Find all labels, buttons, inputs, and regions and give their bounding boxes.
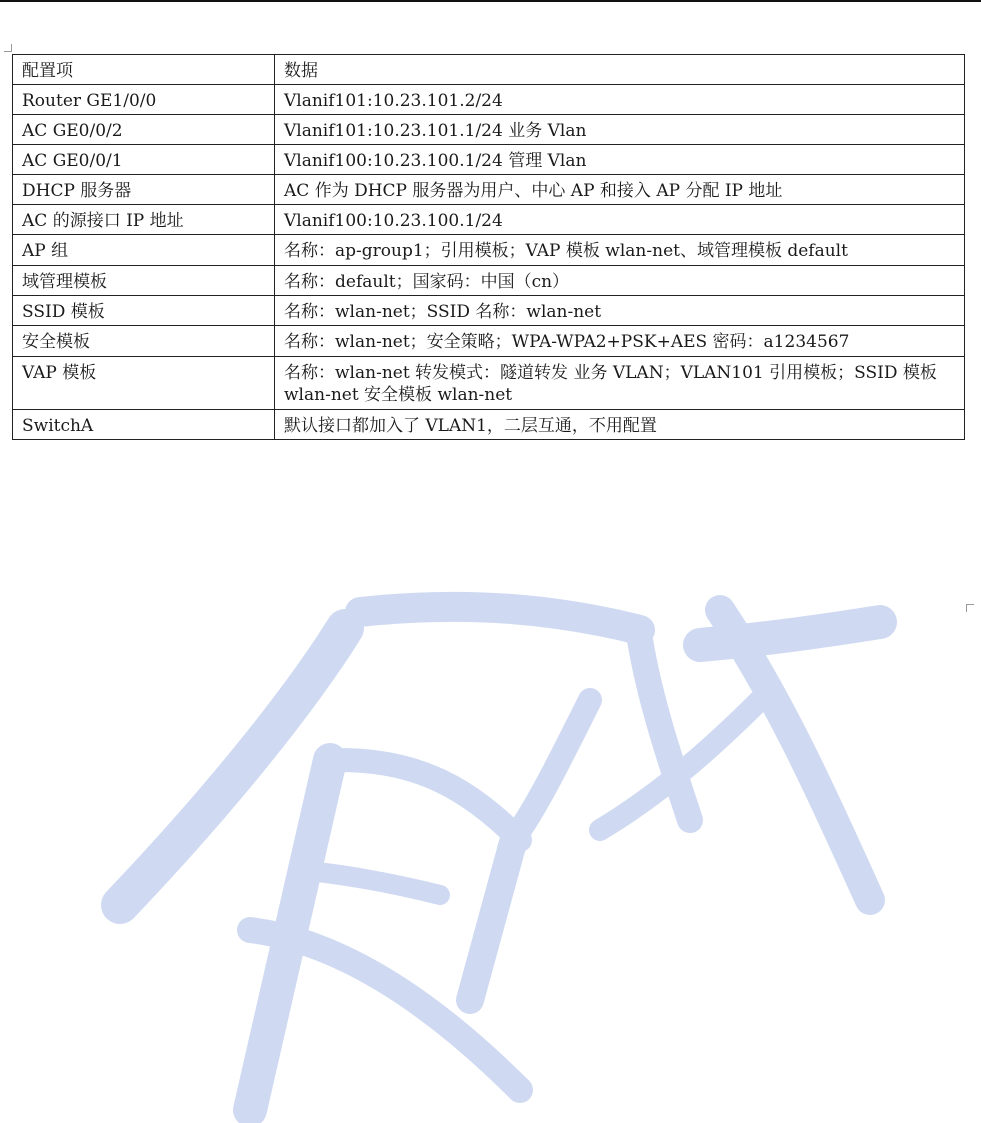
table-row [13, 175, 965, 205]
config-table [12, 54, 965, 440]
row-key-cell: AP 组 [13, 235, 275, 266]
corner-crop-mark-top-left [4, 44, 12, 52]
row-key-cell: 域管理模板 [13, 266, 275, 296]
table-row [13, 296, 965, 326]
table-row [13, 115, 965, 145]
row-key-cell: VAP 模板 [13, 357, 275, 410]
row-value-cell: 名称：wlan-net；SSID 名称：wlan-net [275, 296, 965, 326]
row-value-cell: Vlanif100:10.23.100.1/24 [275, 205, 965, 235]
row-value-cell: Vlanif101:10.23.101.1/24 业务 Vlan [275, 115, 965, 145]
row-value-cell: 名称：wlan-net 转发模式：隧道转发 业务 VLAN；VLAN101 引用模板；SSID 模板 wlan-net 安全模板 wlan-net [275, 357, 965, 410]
row-value-cell: 名称：default；国家码：中国（cn） [275, 266, 965, 296]
header-cell-data: 数据 [275, 55, 965, 85]
table-row [13, 410, 965, 440]
row-value-cell: 默认接口都加入了 VLAN1，二层互通，不用配置 [275, 410, 965, 440]
row-key-cell: AC GE0/0/2 [13, 115, 275, 145]
table-row [13, 326, 965, 357]
row-value-cell: 名称：wlan-net；安全策略；WPA-WPA2+PSK+AES 密码：a1234567 [275, 326, 965, 357]
row-key-cell: DHCP 服务器 [13, 175, 275, 205]
table-row [13, 235, 965, 266]
row-value-cell: AC 作为 DHCP 服务器为用户、中心 AP 和接入 AP 分配 IP 地址 [275, 175, 965, 205]
corner-crop-mark-bottom-right [966, 604, 974, 612]
row-key-cell: AC 的源接口 IP 地址 [13, 205, 275, 235]
row-value-cell: Vlanif100:10.23.100.1/24 管理 Vlan [275, 145, 965, 175]
header-cell-config-item: 配置项 [13, 55, 275, 85]
table-row [13, 145, 965, 175]
table-header-row [13, 55, 965, 85]
row-value-cell: 名称：ap-group1；引用模板；VAP 模板 wlan-net、域管理模板 default [275, 235, 965, 266]
table-row [13, 205, 965, 235]
table-row [13, 85, 965, 115]
table-row [13, 266, 965, 296]
row-key-cell: 安全模板 [13, 326, 275, 357]
row-value-cell: Vlanif101:10.23.101.2/24 [275, 85, 965, 115]
row-key-cell: AC GE0/0/1 [13, 145, 275, 175]
table-row [13, 357, 965, 410]
row-key-cell: SwitchA [13, 410, 275, 440]
row-key-cell: SSID 模板 [13, 296, 275, 326]
row-key-cell: Router GE1/0/0 [13, 85, 275, 115]
